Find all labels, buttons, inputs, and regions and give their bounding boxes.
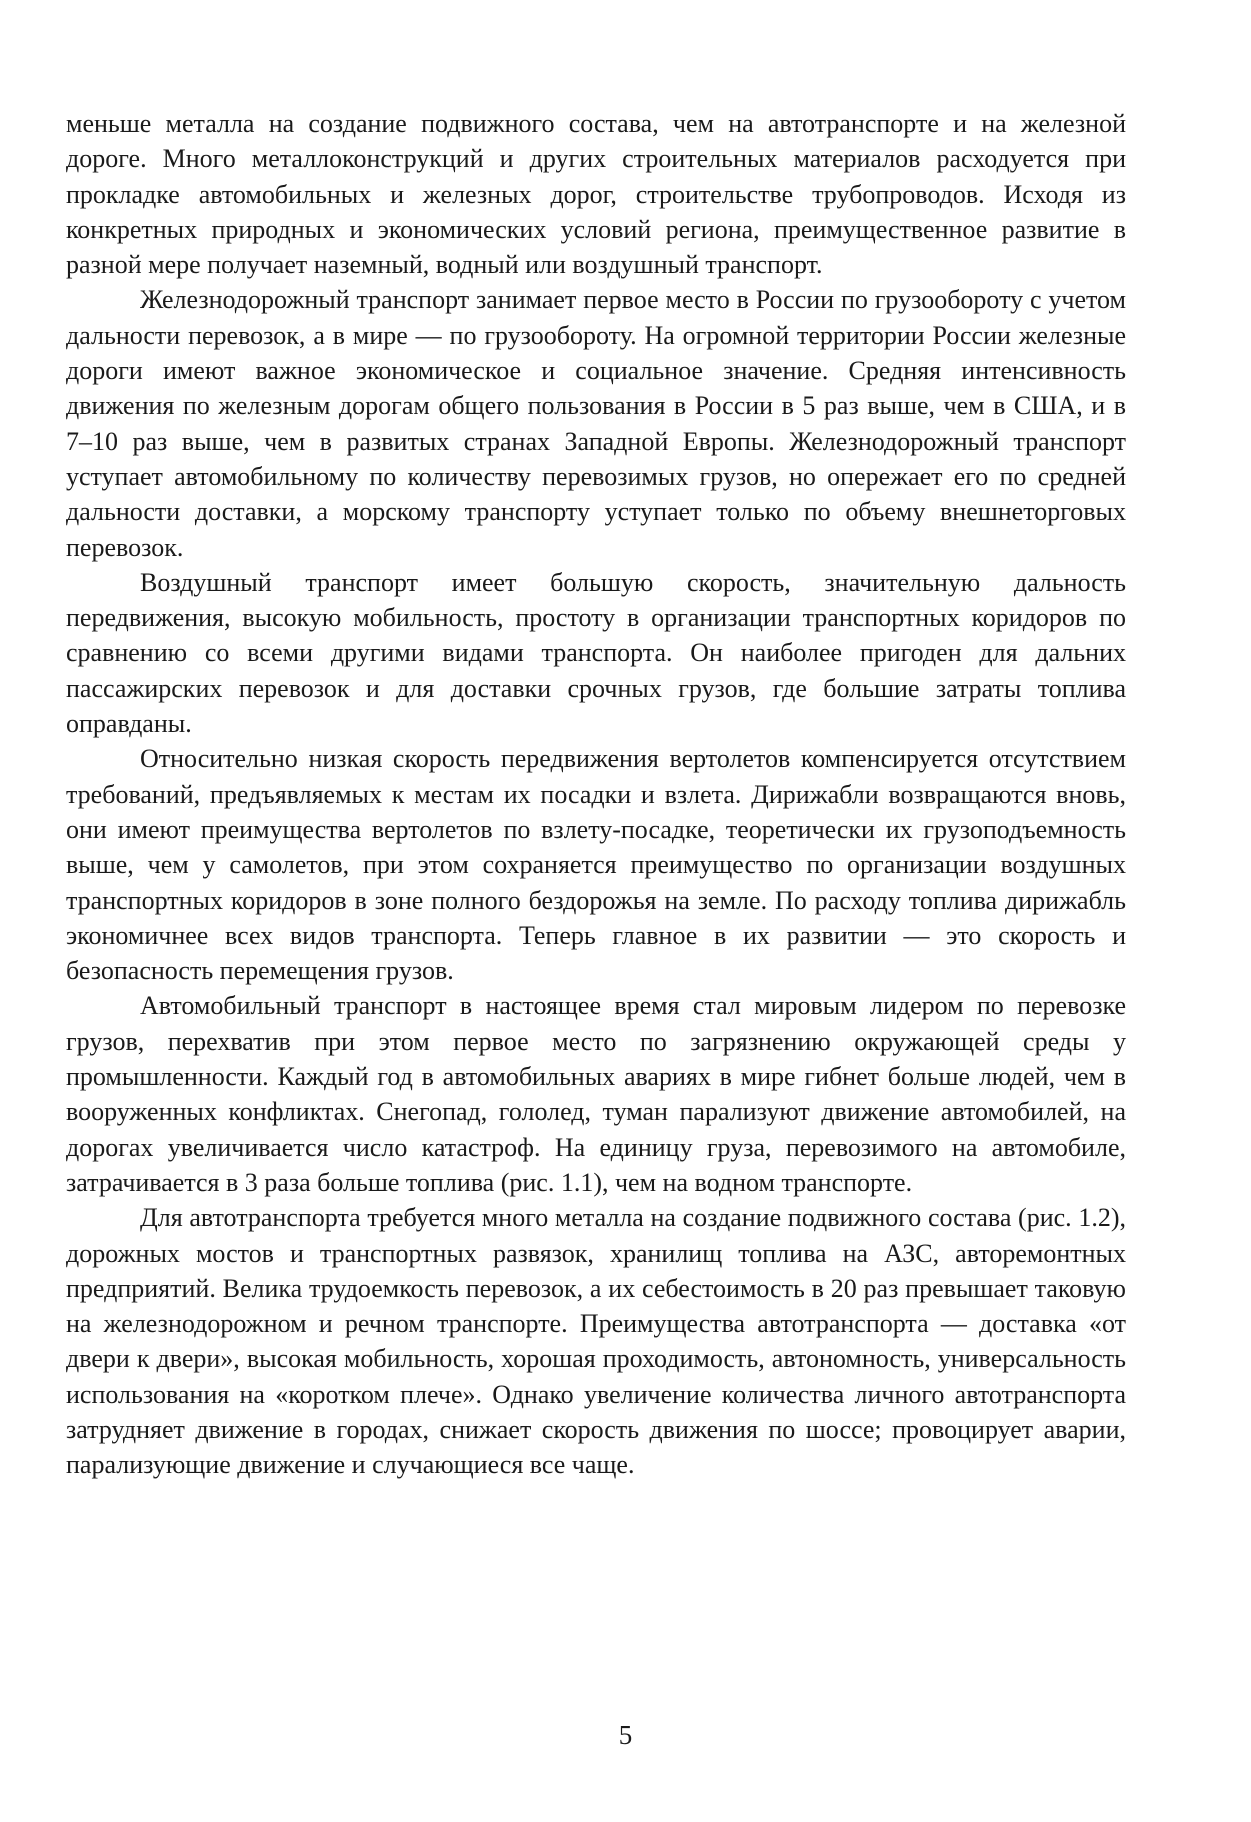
paragraph-helicopters-airships: Относительно низкая скорость передвижения вертолетов компенсируется отсутствием требований, предъявляемых к местам их посадки и взлета. Дирижабли возвращаются вновь, они имеют преимущества вертолетов по взлету-посадке, теоретически их грузоподъемность выше, чем у самолетов, при этом сохраняется преимущество по организации воздушных транспортных коридоров в зоне полного бездорожья на земле. По расходу топлива дирижабль экономичнее всех видов транспорта. Теперь главное в их развитии — это скорость и безопасность перемещения грузов. (66, 744, 1126, 986)
paragraph-air-transport: Воздушный транспорт имеет большую скорость, значительную дальность передвижения, высокую мобильность, простоту в организации транспортных коридоров по сравнению со всеми другими видами транспорта. Он наиболее пригоден для дальних пассажирских перевозок и для доставки срочных грузов, где большие затраты топлива оправданы. (66, 567, 1126, 739)
page-number: 5 (618, 1720, 633, 1750)
body-text (66, 106, 1126, 1483)
paragraph-autotransport-costs: Для автотранспорта требуется много металла на создание подвижного состава (рис. 1.2), дорожных мостов и транспортных развязок, хранилищ топлива на АЗС, авторемонтных предприятий. Велика трудоемкость перевозок, а их себестоимость в 20 раз превышает таковую на железнодорожном и речном транспорте. Преимущества автотранспорта — доставка «от двери к двери», высокая мобильность, хорошая проходимость, автономность, универсальность использования на «коротком плече». Однако увеличение количества личного автотранспорта затрудняет движение в городах, снижает скорость движения по шоссе; провоцирует аварии, парализующие движение и случающиеся все чаще. (66, 1203, 1126, 1480)
paragraph-railway-transport: Железнодорожный транспорт занимает первое место в России по грузообороту с учетом дальности перевозок, а в мире — по грузообороту. На огромной территории России железные дороги имеют важное экономическое и социальное значение. Средняя интенсивность движения по железным дорогам общего пользования в России в 5 раз выше, чем в США, и в 7–10 раз выше, чем в развитых странах Западной Европы. Железнодорожный транспорт уступает автомобильному по количеству перевозимых грузов, но опережает его по средней дальности доставки, а морскому транспорту уступает только по объему внешнеторговых перевозок. (66, 285, 1126, 562)
paragraph-automobile-transport: Автомобильный транспорт в настоящее время стал мировым лидером по перевозке грузов, перехватив при этом первое место по загрязнению окружающей среды у промышленности. Каждый год в автомобильных авариях в мире гибнет больше людей, чем в вооруженных конфликтах. Снегопад, гололед, туман парализуют движение автомобилей, на дорогах увеличивается число катастроф. На единицу груза, перевозимого на автомобиле, затрачивается в 3 раза больше топлива (рис. 1.1), чем на водном транспорте. (66, 991, 1126, 1197)
paragraph-continuation: меньше металла на создание подвижного состава, чем на автотранспорте и на железной дороге. Много металлоконструкций и других строительных материалов расходуется при прокладке автомобильных и железных дорог, строительстве трубопроводов. Исходя из конкретных природных и экономических условий региона, преимущественное развитие в разной мере получает наземный, водный или воздушный транспорт. (66, 109, 1126, 280)
